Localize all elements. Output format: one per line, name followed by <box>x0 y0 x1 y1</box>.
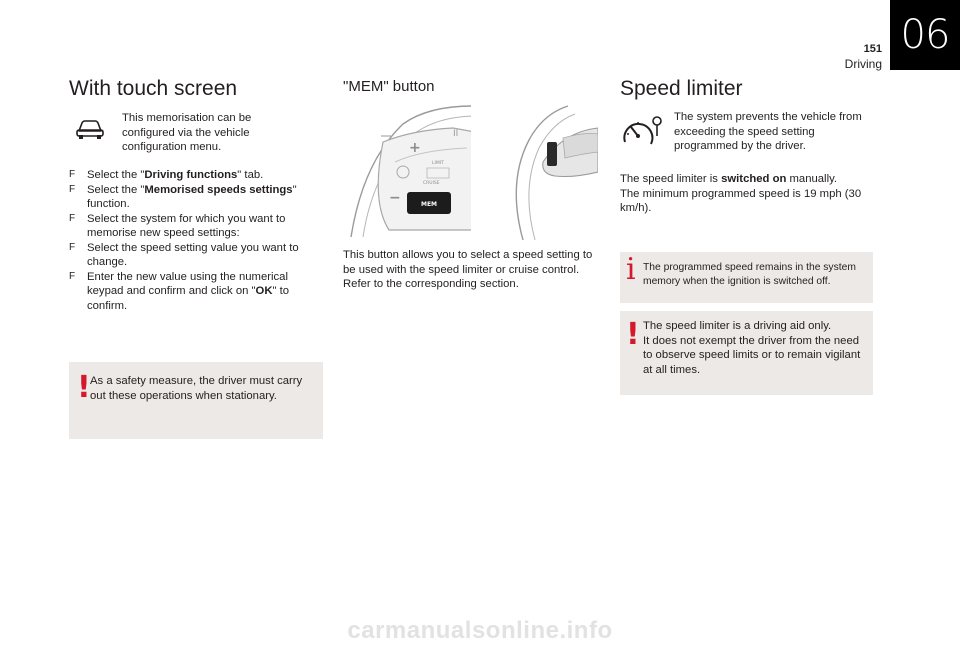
pause-icon: II <box>453 129 459 139</box>
page-number: 151 <box>863 43 882 55</box>
speed-limiter-warning-box <box>620 311 873 395</box>
step-item: F Select the system for which you want to memorise new speed settings: <box>69 212 286 239</box>
mem-button-description: This button allows you to select a speed setting to be used with the speed limiter or cruise control. Refer to the corresponding section. <box>343 249 593 290</box>
minus-icon: − <box>389 190 401 206</box>
bullet-icon: F <box>69 270 76 282</box>
warning-icon: ! <box>626 317 640 352</box>
step-item: F Select the speed setting value you want to change. <box>69 241 299 268</box>
warning-icon: ! <box>77 370 91 405</box>
bullet-icon: F <box>69 169 76 180</box>
speed-limiter-icon <box>621 112 665 152</box>
car-icon <box>75 118 105 140</box>
bullet-icon: F <box>69 241 76 253</box>
plus-icon: + <box>409 140 421 156</box>
speed-limiter-warning-text: The speed limiter is a driving aid only. It does not exempt the driver from the need to observe speed limits or to remain vigilant at all times. <box>643 320 861 376</box>
touch-screen-intro: This memorisation can be configured via the vehicle configuration menu. <box>122 112 252 153</box>
chapter-name: Driving <box>844 57 882 71</box>
steering-wheel-illustration <box>343 102 598 240</box>
bullet-icon: F <box>69 183 76 195</box>
step-item: F Select the "Memorised speeds settings" function. <box>69 183 297 210</box>
safety-warning-box <box>69 362 323 439</box>
step-item: F Enter the new value using the numerical keypad and confirm and click on "OK" to confirm. <box>69 270 290 312</box>
speed-limiter-intro: The system prevents the vehicle from exceeding the speed setting programmed by the driver. <box>674 111 862 152</box>
speed-limiter-heading: Speed limiter <box>620 77 743 100</box>
footer-watermark: carmanualsonline.info <box>347 617 613 644</box>
touch-screen-heading: With touch screen <box>69 77 238 100</box>
mem-label: MEM <box>420 201 438 208</box>
info-text: The programmed speed remains in the system memory when the ignition is switched off. <box>643 262 856 287</box>
chapter-number-tab: 06 <box>890 0 960 70</box>
speed-limiter-description: The speed limiter is switched on manually. The minimum programmed speed is 19 mph (30 km/h). <box>620 173 862 214</box>
bullet-icon: F <box>69 212 76 224</box>
touch-screen-steps <box>69 168 319 313</box>
cruise-label: CRUISE <box>423 181 440 186</box>
safety-warning-text: As a safety measure, the driver must carry out these operations when stationary. <box>90 375 303 402</box>
info-icon: i <box>626 252 636 287</box>
step-item: F Select the "Driving functions" tab. <box>69 169 264 181</box>
info-box <box>620 252 873 303</box>
mem-button-heading: "MEM" button <box>343 78 435 95</box>
limit-label: LIMIT <box>432 161 444 166</box>
